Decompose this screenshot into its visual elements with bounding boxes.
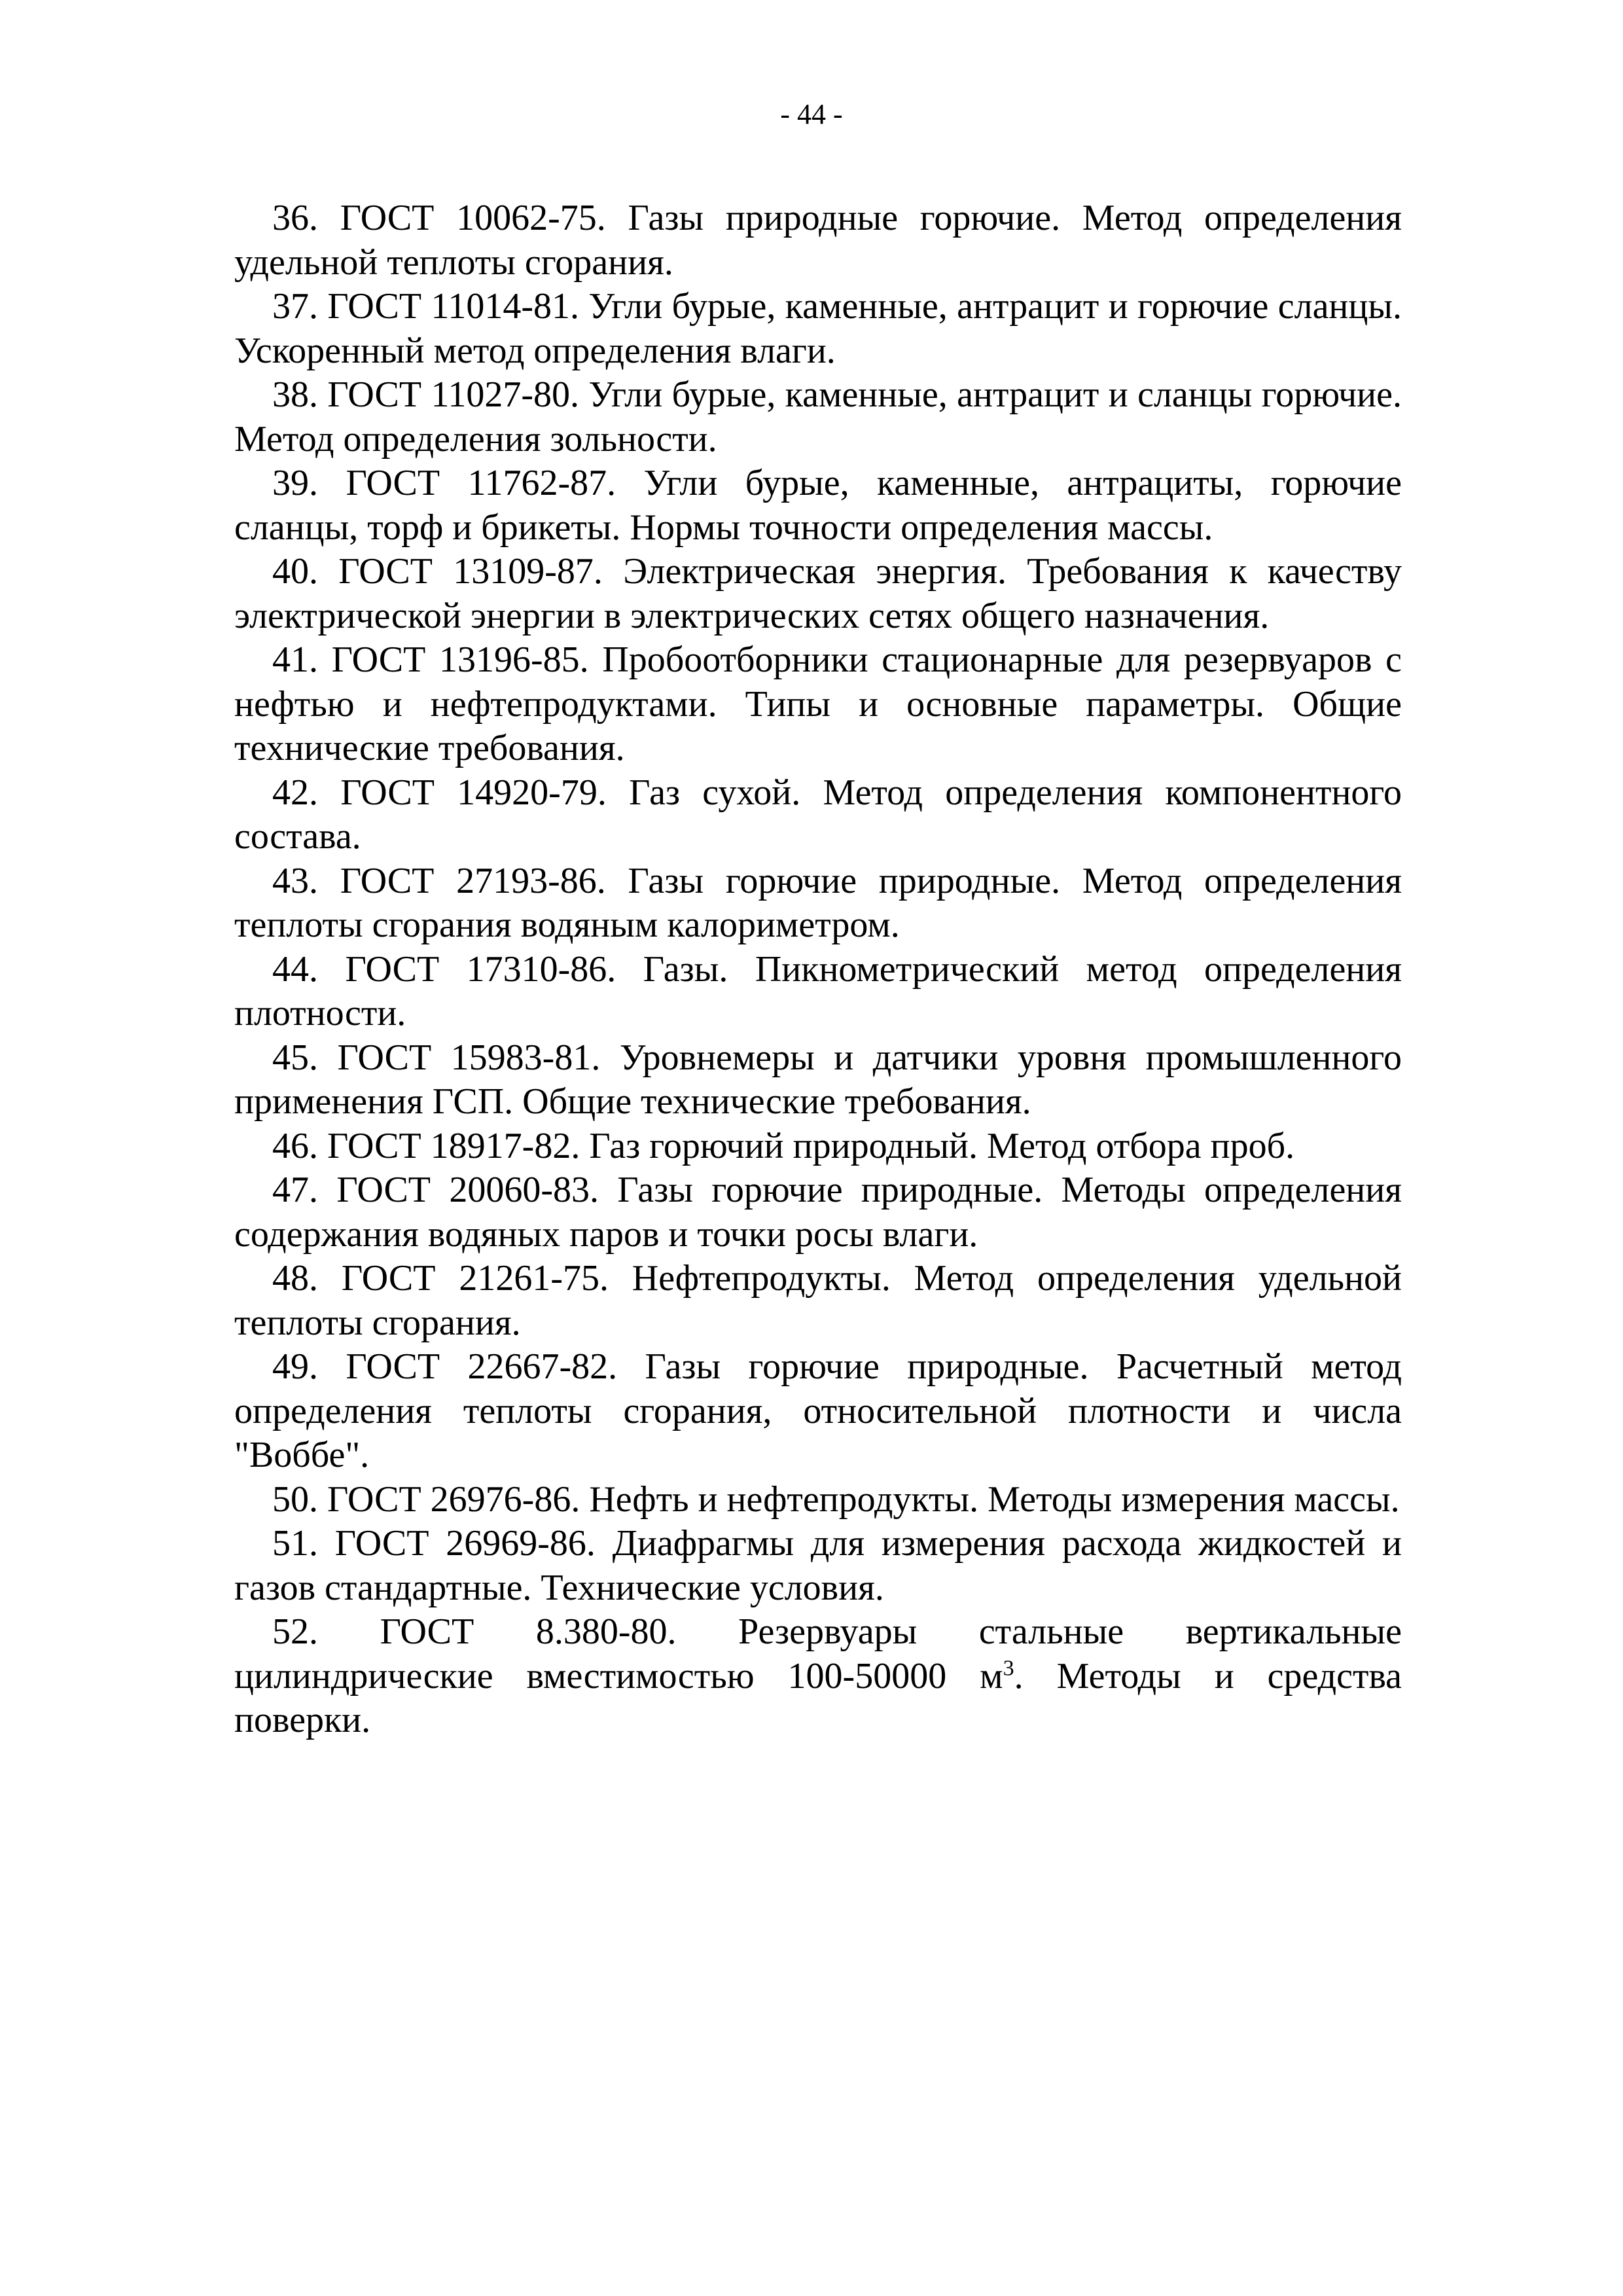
reference-item-42: 42. ГОСТ 14920-79. Газ сухой. Метод определения компонентного состава. [234,772,1402,857]
reference-item-36: 36. ГОСТ 10062-75. Газы природные горючие. Метод определения удельной теплоты сгорания. [234,198,1402,283]
reference-item-40: 40. ГОСТ 13109-87. Электрическая энергия. Требования к качеству электрической энергии в электрических сетях общего назначения. [234,551,1402,636]
reference-item-50: 50. ГОСТ 26976-86. Нефть и нефтепродукты. Методы измерения массы. [272,1479,1400,1520]
page-number: - 44 - [780,98,843,130]
reference-item-37: 37. ГОСТ 11014-81. Угли бурые, каменные, антрацит и горючие сланцы. Ускоренный метод определения влаги. [234,286,1402,371]
reference-item-43: 43. ГОСТ 27193-86. Газы горючие природные. Метод определения теплоты сгорания водяным калориметром. [234,860,1402,945]
reference-item-51: 51. ГОСТ 26969-86. Диафрагмы для измерения расхода жидкостей и газов стандартные. Технические условия. [234,1523,1402,1608]
reference-item-38: 38. ГОСТ 11027-80. Угли бурые, каменные, антрацит и сланцы горючие. Метод определения зольности. [234,374,1402,459]
reference-text-part: 52. ГОСТ 8.380-80. Резервуары стальные вертикальные цилиндрические вместимостью 100-50000 м [234,1611,1402,1696]
reference-text-part: . Методы и средства поверки. [234,1655,1402,1740]
reference-item-41: 41. ГОСТ 13196-85. Пробоотборники стационарные для резервуаров с нефтью и нефтепродуктами. Типы и основные параметры. Общие технические требования. [234,639,1402,768]
reference-item-52 [234,1610,1402,1743]
reference-item-48: 48. ГОСТ 21261-75. Нефтепродукты. Метод определения удельной теплоты сгорания. [234,1258,1402,1343]
reference-item-44: 44. ГОСТ 17310-86. Газы. Пикнометрический метод определения плотности. [234,948,1402,1033]
reference-item-47: 47. ГОСТ 20060-83. Газы горючие природные. Методы определения содержания водяных паров и точки росы влаги. [234,1170,1402,1255]
reference-item-46: 46. ГОСТ 18917-82. Газ горючий природный. Метод отбора проб. [272,1125,1295,1166]
reference-item-39: 39. ГОСТ 11762-87. Угли бурые, каменные, антрациты, горючие сланцы, торф и брикеты. Нормы точности определения массы. [234,463,1402,548]
reference-item-49: 49. ГОСТ 22667-82. Газы горючие природные. Расчетный метод определения теплоты сгорания, относительной плотности и числа "Воббе". [234,1346,1402,1475]
reference-item-45: 45. ГОСТ 15983-81. Уровнемеры и датчики уровня промышленного применения ГСП. Общие технические требования. [234,1037,1402,1122]
reference-list-container [234,196,1402,1743]
superscript-exponent: 3 [1003,1655,1014,1680]
reference-list [234,196,1402,1743]
